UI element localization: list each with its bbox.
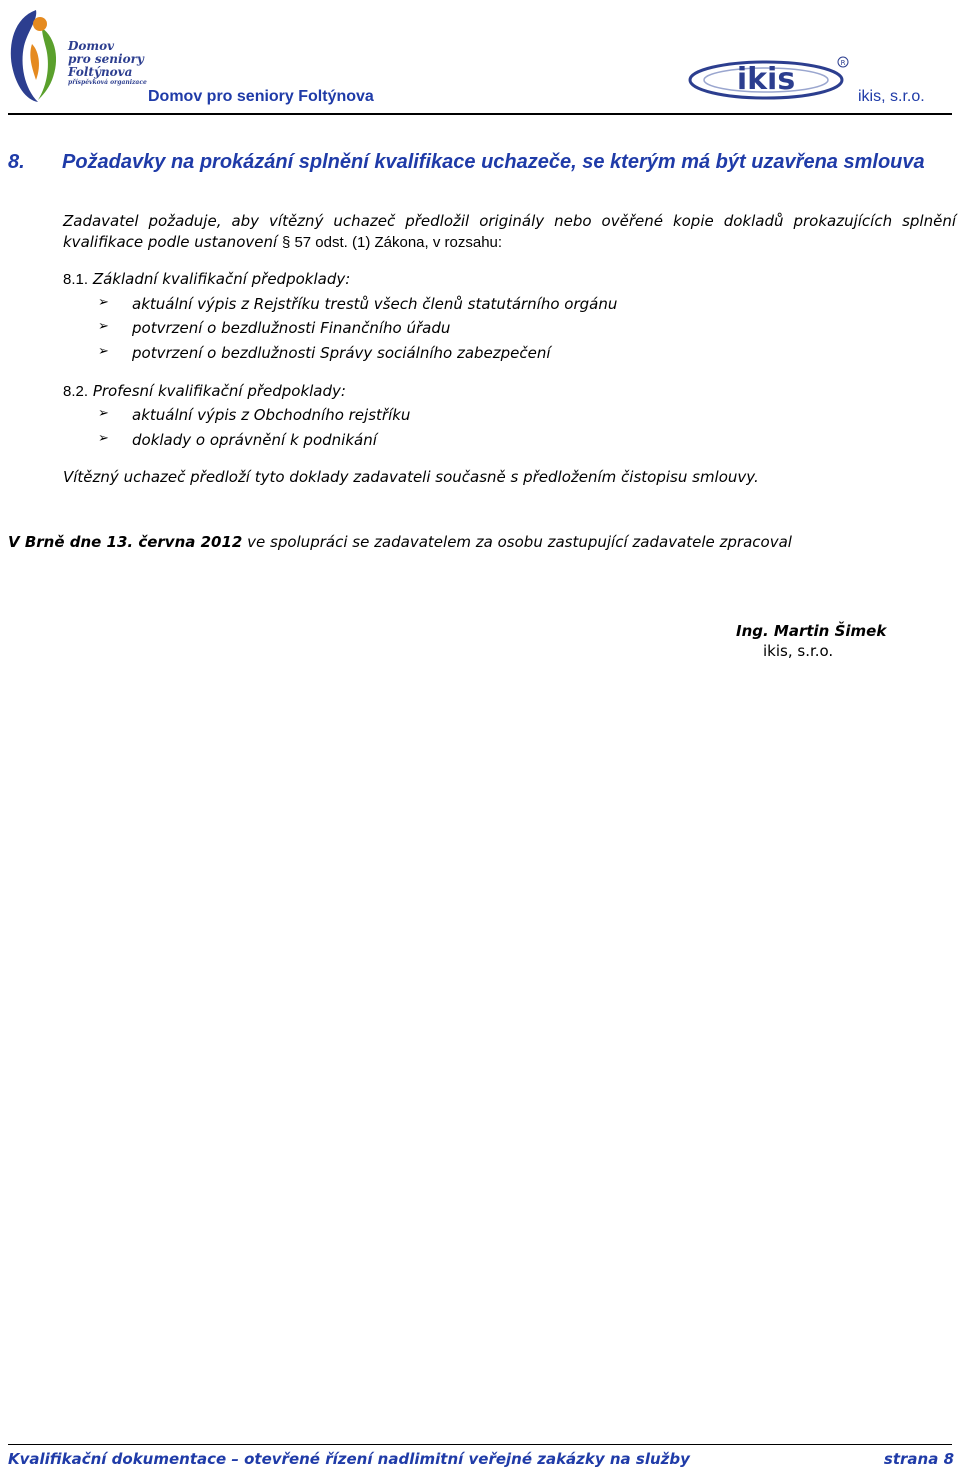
subsection-title: Profesní kvalifikační předpoklady: [92, 382, 346, 400]
subsection-title: Základní kvalifikační předpoklady: [92, 270, 351, 288]
list-item: ➢ aktuální výpis z Obchodního rejstříku [98, 406, 411, 424]
ikis-logo-text: ikis [736, 62, 796, 97]
list-item: ➢ potvrzení o bezdlužnosti Finančního úřadu [98, 319, 451, 337]
logo-line-2: pro seniory [68, 52, 144, 66]
ikis-logo-icon [688, 54, 852, 102]
signature-name: Ing. Martin Šimek [736, 622, 887, 640]
arrow-bullet-icon: ➢ [98, 431, 109, 446]
svg-text:R: R [840, 59, 846, 67]
section-number: 8. [8, 151, 25, 173]
domov-logo-text [68, 40, 147, 87]
page-number: strana 8 [883, 1450, 954, 1468]
footer-title: Kvalifikační dokumentace – otevřené řízení nadlimitní veřejné zakázky na služby [8, 1450, 690, 1468]
section-title: Požadavky na prokázání splnění kvalifikace uchazeče, se kterým má být uzavřena smlouva [62, 151, 925, 173]
list-item: ➢ potvrzení o bezdlužnosti Správy sociálního zabezpečení [98, 344, 551, 362]
logo-line-1: Domov [68, 39, 115, 53]
arrow-bullet-icon: ➢ [98, 406, 109, 421]
arrow-bullet-icon: ➢ [98, 319, 109, 334]
header-divider [8, 113, 952, 115]
subsection-number: 8.2. [63, 383, 89, 400]
date-line-text: ve spolupráci se zadavatelem za osobu zastupující zadavatele zpracoval [242, 533, 792, 551]
closing-note: Vítězný uchazeč předloží tyto doklady zadavateli současně s předložením čistopisu smlouvy. [63, 468, 759, 486]
arrow-bullet-icon: ➢ [98, 295, 109, 310]
date-line [8, 533, 792, 551]
subsection-number: 8.1. [63, 271, 89, 288]
list-item: ➢ aktuální výpis z Rejstříku trestů všech členů statutárního orgánu [98, 295, 618, 313]
header-left-title: Domov pro seniory Foltýnova [148, 88, 374, 105]
page-header [0, 0, 960, 115]
signature-company: ikis, s.r.o. [763, 642, 834, 660]
header-right-title: ikis, s.r.o. [858, 88, 925, 105]
subsection-heading [63, 382, 346, 400]
date-line-place-date: V Brně dne 13. června 2012 [8, 533, 243, 551]
section-intro [63, 211, 956, 253]
intro-reference: § 57 odst. (1) Zákona, v rozsahu: [281, 234, 503, 251]
footer-divider [8, 1444, 952, 1445]
arrow-bullet-icon: ➢ [98, 344, 109, 359]
section-heading [8, 150, 953, 174]
subsection-heading [63, 270, 350, 288]
logo-line-4: příspěvková organizace [68, 79, 147, 86]
list-item: ➢ doklady o oprávnění k podnikání [98, 431, 377, 449]
intro-text: Zadavatel požaduje, aby vítězný uchazeč předložil originály nebo ověřené kopie dokladů prokazujících splnění kvalifikace podle ustanovení [63, 212, 956, 251]
logo-line-3: Foltýnova [68, 65, 133, 79]
domov-logo-icon [6, 4, 64, 104]
